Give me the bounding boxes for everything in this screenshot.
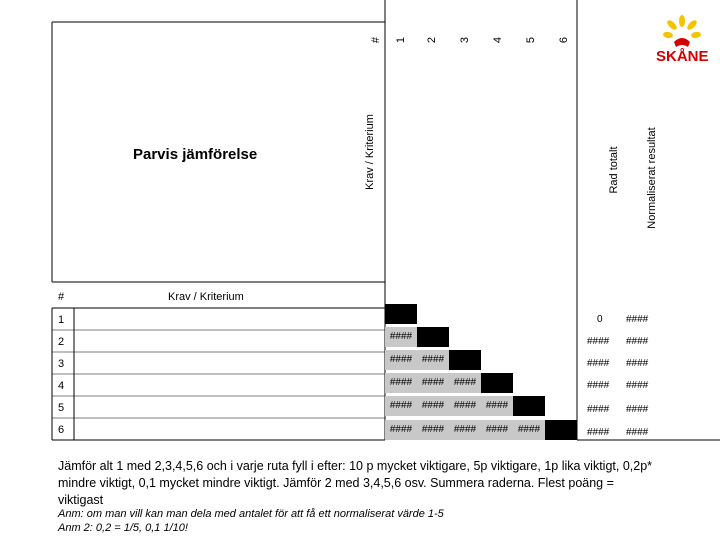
- matrix-diagonal-cell: [385, 304, 417, 324]
- col-header-2: 2: [426, 36, 438, 44]
- col-header-5: 5: [525, 36, 537, 44]
- matrix-cell[interactable]: ####: [417, 350, 449, 370]
- rad-totalt-value: ####: [587, 427, 610, 438]
- matrix-diagonal-cell: [481, 373, 513, 393]
- rad-totalt-value: 0: [597, 314, 603, 325]
- region-skane-logo-icon: [662, 14, 702, 50]
- instructions-text: Jämför alt 1 med 2,3,4,5,6 och i varje ruta fyll i efter: 10 p mycket viktigare, 5p viktigare, 1p lika viktigt, 0,2p* mindre viktigt, 0,1 mycket mindre viktigt. Jämför 2 med 3,4,5,6 osv. Summera raderna. Flest poäng = viktigast: [58, 459, 653, 507]
- matrix-cell[interactable]: ####: [481, 396, 513, 416]
- matrix-diagonal-cell: [545, 420, 577, 440]
- col-header-4: 4: [492, 36, 504, 44]
- rad-totalt-header: Rad totalt: [608, 146, 620, 194]
- col-header-hash: #: [370, 36, 382, 44]
- normaliserat-value: ####: [626, 380, 649, 391]
- matrix-diagonal-cell: [513, 396, 545, 416]
- col-header-3: 3: [459, 36, 471, 44]
- row-label-2: 2: [58, 336, 65, 348]
- matrix-cell[interactable]: ####: [385, 420, 417, 440]
- row-label-5: 5: [58, 402, 65, 414]
- matrix-cell[interactable]: ####: [481, 420, 513, 440]
- normaliserat-value: ####: [626, 314, 649, 325]
- matrix-cell[interactable]: ####: [417, 396, 449, 416]
- row-label-3: 3: [58, 358, 65, 370]
- matrix-cell[interactable]: ####: [417, 420, 449, 440]
- normaliserat-value: ####: [626, 404, 649, 415]
- rad-totalt-value: ####: [587, 336, 610, 347]
- matrix-cell[interactable]: ####: [449, 396, 481, 416]
- normaliserat-header: Normaliserat resultat: [646, 127, 658, 229]
- col-header-1: 1: [395, 36, 407, 44]
- matrix-cell[interactable]: ####: [449, 373, 481, 393]
- page-title: Parvis jämförelse: [133, 146, 258, 163]
- note-2: Anm 2: 0,2 = 1/5, 0,1 1/10!: [58, 522, 188, 534]
- normaliserat-value: ####: [626, 336, 649, 347]
- matrix-cell[interactable]: ####: [385, 373, 417, 393]
- matrix-cell[interactable]: ####: [385, 327, 417, 347]
- matrix-cell[interactable]: ####: [417, 373, 449, 393]
- matrix-cell[interactable]: ####: [449, 420, 481, 440]
- rad-totalt-value: ####: [587, 358, 610, 369]
- hash-header: #: [58, 291, 65, 303]
- note-1: Anm: om man vill kan man dela med antalet för att få ett normaliserat värde 1-5: [58, 508, 444, 520]
- logo-text: SKÅNE: [656, 48, 709, 65]
- col-header-6: 6: [558, 36, 570, 44]
- rad-totalt-value: ####: [587, 380, 610, 391]
- row-label-1: 1: [58, 314, 65, 326]
- matrix-cell[interactable]: ####: [513, 420, 545, 440]
- row-label-6: 6: [58, 424, 65, 436]
- criteria-vertical-header: Krav / Kriterium: [364, 114, 376, 190]
- rad-totalt-value: ####: [587, 404, 610, 415]
- row-label-4: 4: [58, 380, 65, 392]
- matrix-diagonal-cell: [417, 327, 449, 347]
- matrix-cell[interactable]: ####: [385, 350, 417, 370]
- matrix-diagonal-cell: [449, 350, 481, 370]
- criteria-header: Krav / Kriterium: [168, 291, 244, 303]
- matrix-cell[interactable]: ####: [385, 396, 417, 416]
- normaliserat-value: ####: [626, 427, 649, 438]
- normaliserat-value: ####: [626, 358, 649, 369]
